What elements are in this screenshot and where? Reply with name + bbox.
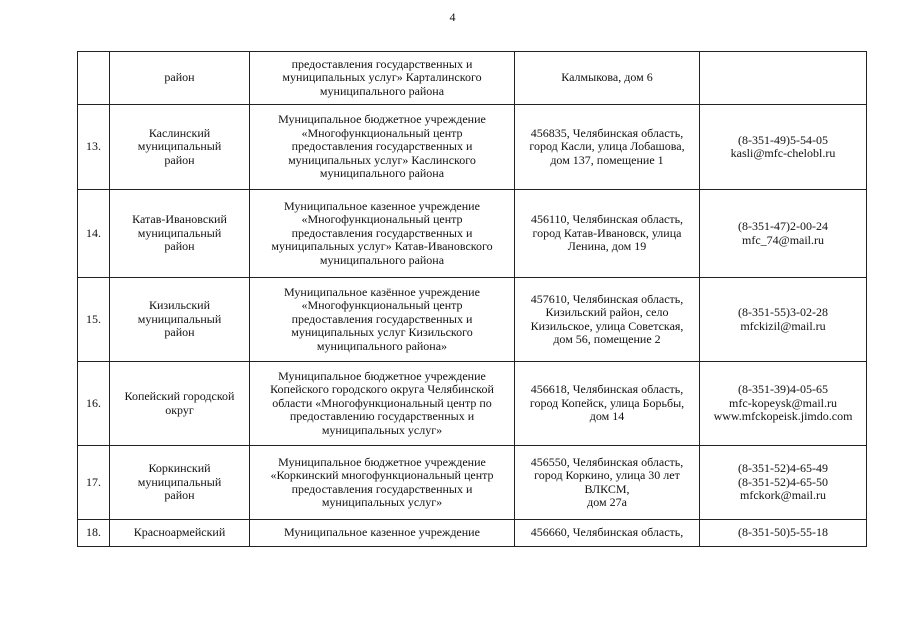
page-number: 4 bbox=[449, 10, 456, 24]
email-address: mfc-kopeysk@mail.ru bbox=[728, 395, 838, 410]
institution-line: предоставления государственных и bbox=[291, 311, 473, 326]
district-line: район bbox=[164, 488, 195, 503]
address-line: 456550, Челябинская область, bbox=[530, 454, 684, 469]
phone-number: (8-351-52)4-65-50 bbox=[738, 474, 828, 489]
address-line: 456660, Челябинская область, bbox=[530, 525, 684, 540]
row-number-cell: 15. bbox=[78, 278, 110, 362]
address-line: 457610, Челябинская область, bbox=[530, 291, 684, 306]
institution-line: «Многофункциональный центр bbox=[301, 125, 463, 140]
district-cell bbox=[110, 446, 250, 520]
table-row bbox=[78, 446, 867, 520]
contacts-cell bbox=[700, 520, 867, 547]
address-line: Кизильское, улица Советская, bbox=[530, 318, 684, 333]
district-line: Катав-Ивановский bbox=[132, 212, 227, 227]
table-row bbox=[78, 190, 867, 278]
institution-line: Муниципальное казенное учреждение bbox=[284, 198, 480, 213]
table-row bbox=[78, 362, 867, 446]
address-cell bbox=[515, 520, 700, 547]
address-cell bbox=[515, 52, 700, 105]
institution-line: области «Многофункциональный центр по bbox=[272, 395, 492, 410]
institution-cell bbox=[250, 278, 515, 362]
phone-number: (8-351-52)4-65-49 bbox=[738, 461, 828, 476]
mfc-directory-table bbox=[77, 51, 867, 547]
contacts-cell bbox=[700, 190, 867, 278]
address-line: дом 137, помещение 1 bbox=[550, 152, 664, 167]
address-line: Ленина, дом 19 bbox=[567, 239, 647, 254]
table-row bbox=[78, 105, 867, 190]
phone-number: (8-351-49)5-54-05 bbox=[738, 132, 828, 147]
district-cell bbox=[110, 520, 250, 547]
address-cell bbox=[515, 446, 700, 520]
institution-line: Муниципальное бюджетное учреждение bbox=[278, 454, 486, 469]
row-number-cell: 13. bbox=[78, 105, 110, 190]
district-line: Копейский городской bbox=[124, 389, 235, 403]
contacts-cell bbox=[700, 278, 867, 362]
institution-line: «Коркинский многофункциональный центр bbox=[270, 468, 494, 482]
district-line: Каслинский bbox=[148, 125, 211, 140]
address-line: ВЛКСМ, bbox=[584, 481, 630, 496]
phone-number: (8-351-50)5-55-18 bbox=[738, 525, 828, 540]
website-address: www.mfckopeisk.jimdo.com bbox=[713, 409, 853, 424]
institution-line: «Многофункциональный центр bbox=[301, 298, 463, 313]
address-line: 456618, Челябинская область, bbox=[530, 382, 684, 397]
district-cell bbox=[110, 52, 250, 105]
address-line: город Катав-Ивановск, улица bbox=[532, 225, 682, 240]
address-line: город Касли, улица Лобашова, bbox=[529, 139, 685, 154]
address-cell bbox=[515, 278, 700, 362]
address-line: Калмыкова, дом 6 bbox=[561, 70, 653, 85]
district-line: район bbox=[164, 152, 195, 167]
institution-line: предоставления государственных и bbox=[291, 56, 473, 71]
district-line: муниципальный bbox=[137, 474, 222, 489]
contacts-cell bbox=[700, 105, 867, 190]
district-line: округ bbox=[165, 402, 194, 417]
email-address: mfckork@mail.ru bbox=[739, 488, 827, 503]
row-number-cell bbox=[78, 52, 110, 105]
institution-line: муниципального района bbox=[319, 252, 445, 267]
institution-cell bbox=[250, 105, 515, 190]
institution-line: Муниципальное казенное учреждение bbox=[284, 525, 480, 540]
address-line: дом 56, помещение 2 bbox=[553, 332, 661, 346]
address-line: город Коркино, улица 30 лет bbox=[534, 468, 680, 482]
institution-line: муниципального района bbox=[319, 83, 445, 98]
contacts-cell bbox=[700, 362, 867, 446]
institution-line: предоставления государственных и bbox=[291, 225, 473, 240]
table-row bbox=[78, 520, 867, 547]
district-line: Красноармейский bbox=[133, 525, 226, 540]
address-line: дом 27а bbox=[587, 495, 627, 509]
institution-line: предоставления государственных и bbox=[291, 139, 473, 154]
address-line: дом 14 bbox=[589, 409, 625, 424]
institution-line: Муниципальное бюджетное учреждение bbox=[278, 112, 486, 127]
institution-line: муниципальных услуг» Каслинского bbox=[288, 152, 476, 167]
address-cell bbox=[515, 362, 700, 446]
institution-line: «Многофункциональный центр bbox=[301, 212, 463, 227]
district-line: муниципальный bbox=[137, 139, 222, 154]
institution-line: муниципальных услуг» Катав-Ивановского bbox=[271, 239, 493, 254]
address-cell bbox=[515, 190, 700, 278]
district-cell bbox=[110, 362, 250, 446]
district-cell bbox=[110, 105, 250, 190]
district-line: Коркинский bbox=[148, 461, 211, 476]
district-line: Кизильский bbox=[148, 298, 211, 313]
district-line: муниципальный bbox=[137, 311, 222, 326]
email-address: mfckizil@mail.ru bbox=[740, 318, 826, 333]
table-row bbox=[78, 278, 867, 362]
institution-cell bbox=[250, 362, 515, 446]
phone-number: (8-351-47)2-00-24 bbox=[738, 219, 828, 233]
address-cell bbox=[515, 105, 700, 190]
institution-line: Муниципальное казённое учреждение bbox=[284, 284, 480, 299]
phone-number: (8-351-39)4-05-65 bbox=[738, 382, 828, 397]
institution-cell bbox=[250, 190, 515, 278]
address-line: 456110, Челябинская область, bbox=[530, 212, 684, 227]
contacts-cell bbox=[700, 52, 867, 105]
institution-line: предоставления государственных и bbox=[291, 481, 473, 496]
district-line: муниципальный bbox=[137, 225, 222, 240]
institution-line: муниципального района bbox=[319, 166, 445, 181]
address-line: Кизильский район, село bbox=[545, 305, 669, 319]
institution-cell bbox=[250, 52, 515, 105]
phone-number: (8-351-55)3-02-28 bbox=[738, 305, 828, 319]
row-number-cell: 18. bbox=[78, 520, 110, 547]
institution-line: муниципальных услуг» bbox=[321, 422, 443, 437]
row-number-cell: 14. bbox=[78, 190, 110, 278]
district-line: район bbox=[164, 325, 195, 340]
institution-line: Муниципальное бюджетное учреждение bbox=[278, 368, 486, 383]
institution-line: предоставлению государственных и bbox=[289, 409, 475, 424]
institution-line: Копейского городского округа Челябинской bbox=[270, 382, 494, 397]
email-address: mfc_74@mail.ru bbox=[741, 232, 825, 247]
row-number-cell: 17. bbox=[78, 446, 110, 520]
institution-cell bbox=[250, 446, 515, 520]
institution-line: муниципальных услуг» Карталинского bbox=[282, 70, 482, 85]
institution-cell bbox=[250, 520, 515, 547]
row-number-cell: 16. bbox=[78, 362, 110, 446]
contacts-cell bbox=[700, 446, 867, 520]
table-row bbox=[78, 52, 867, 105]
district-line: район bbox=[164, 70, 195, 85]
email-address: kasli@mfc-chelobl.ru bbox=[730, 146, 836, 160]
institution-line: муниципального района» bbox=[316, 338, 448, 353]
institution-line: муниципальных услуг Кизильского bbox=[291, 325, 473, 340]
institution-line: муниципальных услуг» bbox=[321, 495, 443, 509]
district-line: район bbox=[164, 239, 195, 254]
address-line: 456835, Челябинская область, bbox=[530, 125, 684, 140]
district-cell bbox=[110, 190, 250, 278]
district-cell bbox=[110, 278, 250, 362]
address-line: город Копейск, улица Борьбы, bbox=[529, 395, 685, 410]
